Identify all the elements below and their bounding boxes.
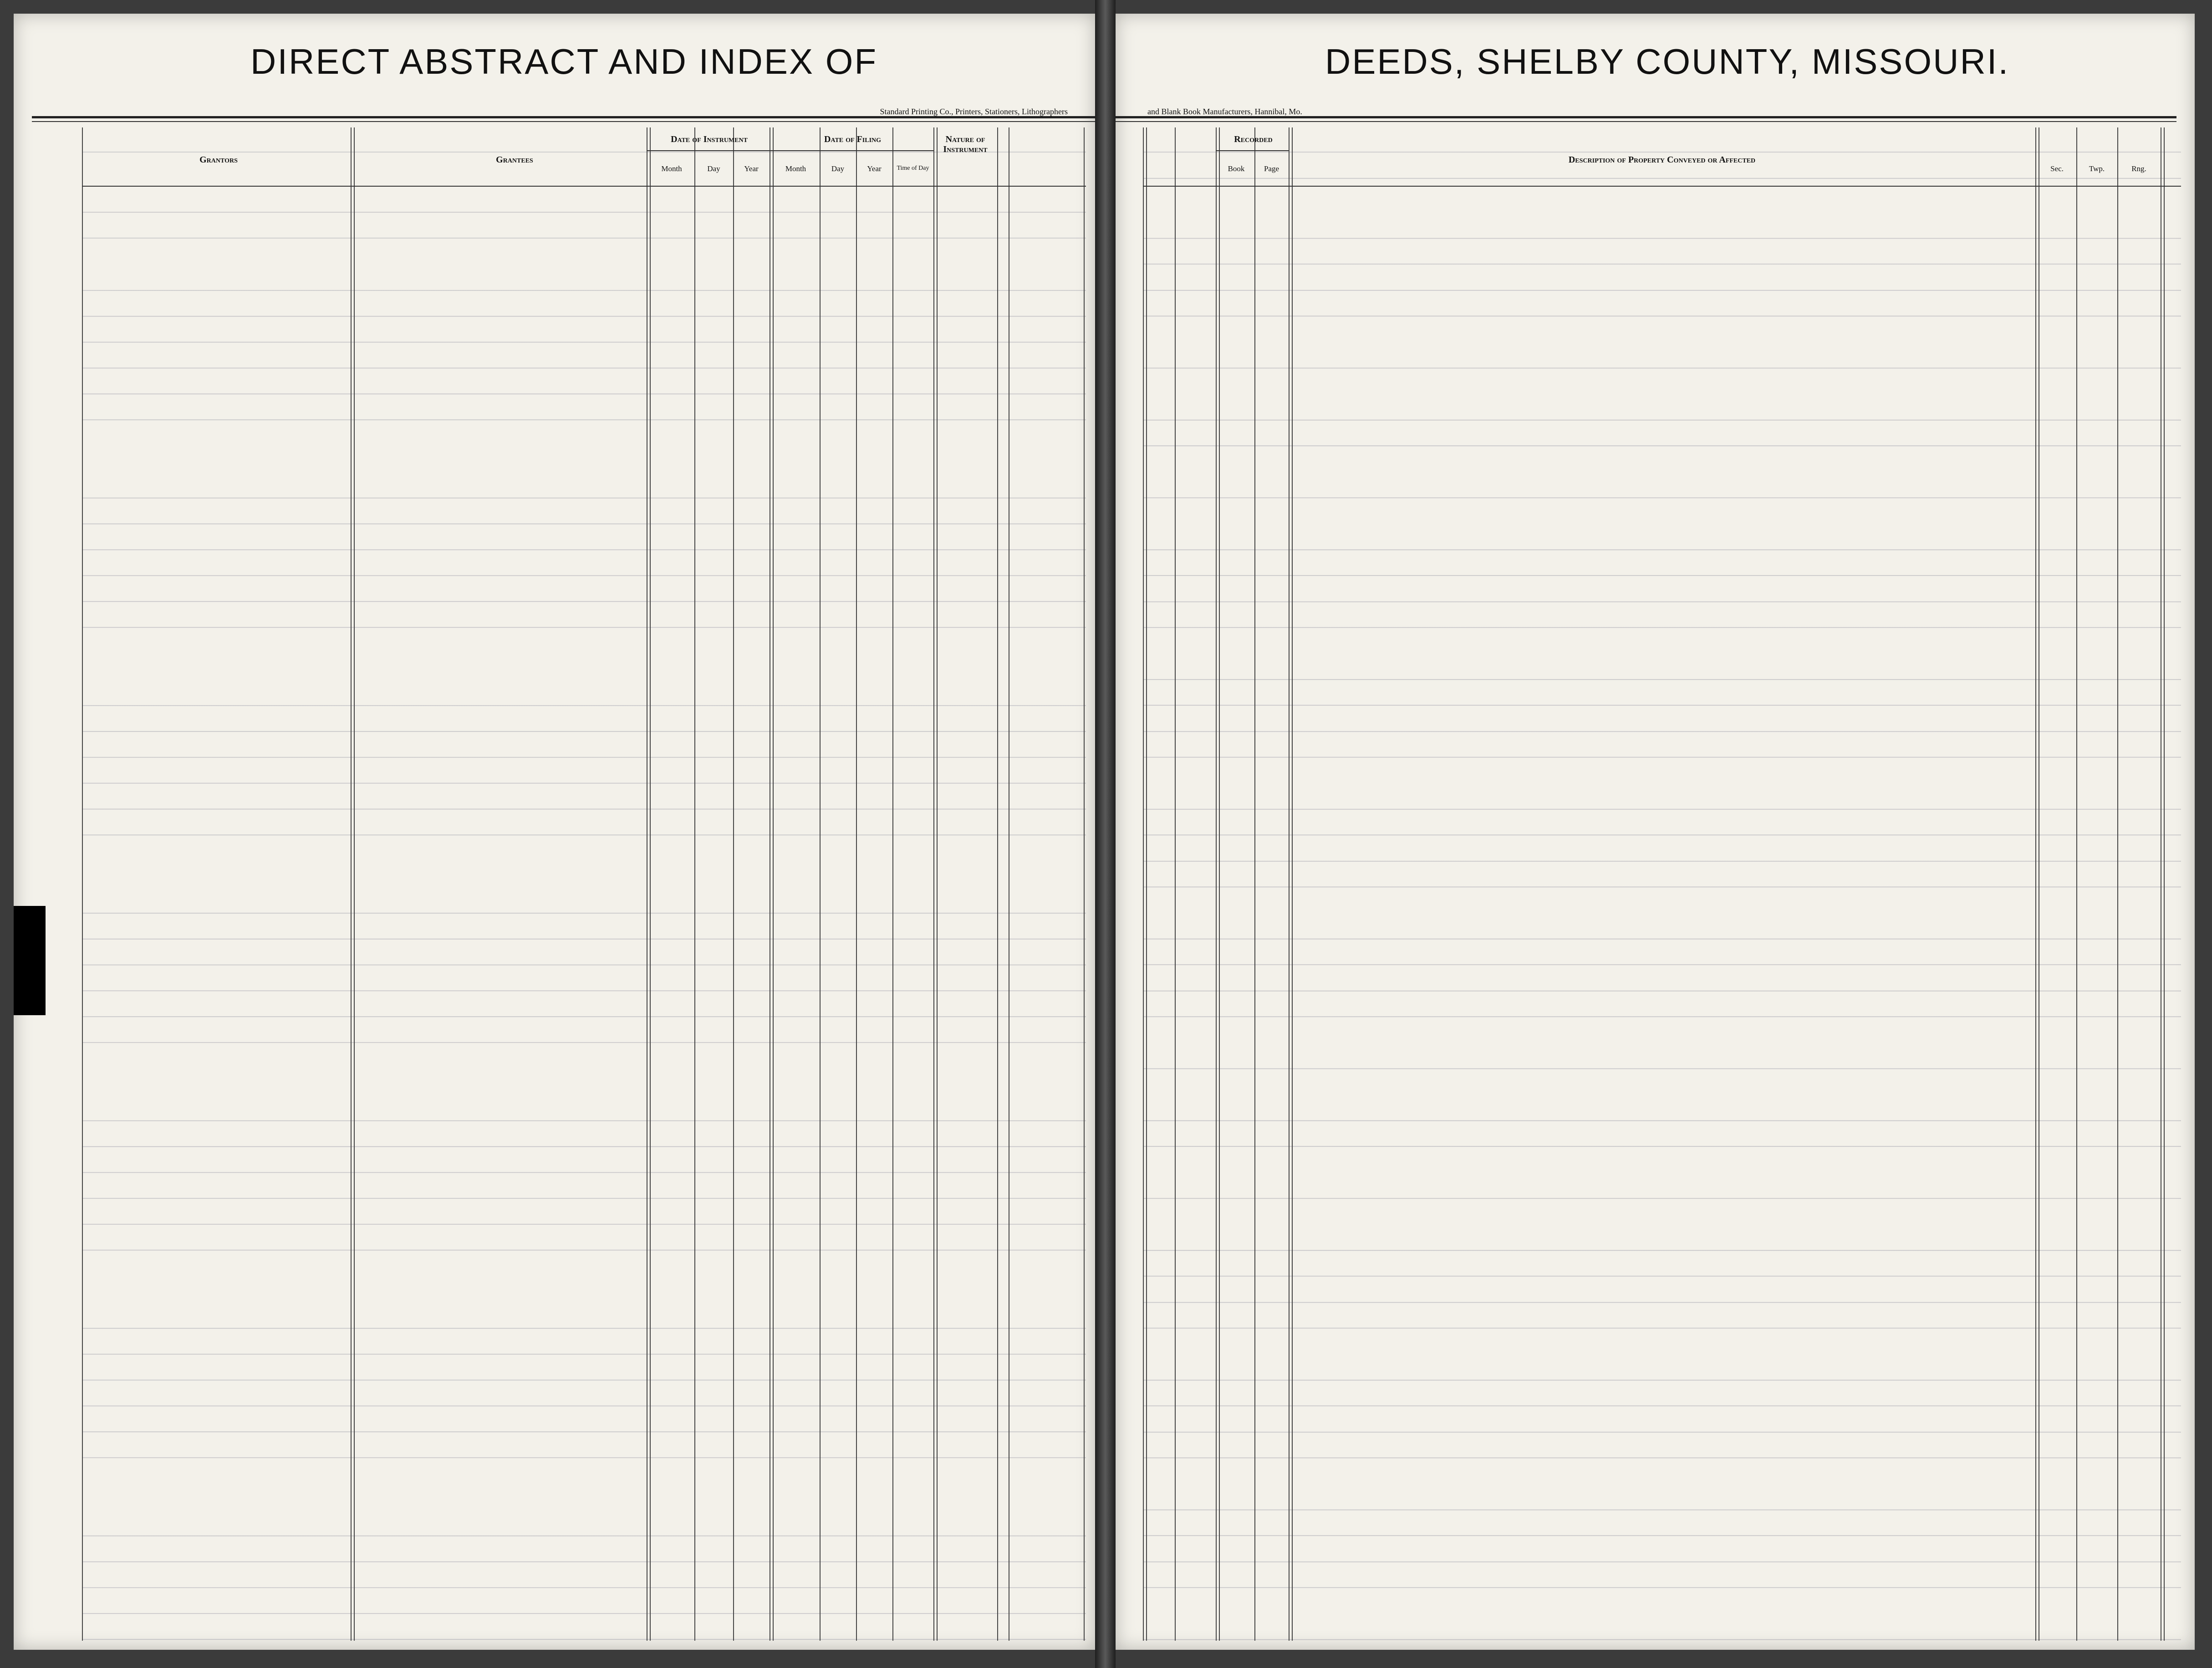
left-ledger-grid <box>82 127 1086 1641</box>
header-page: Page <box>1264 164 1279 173</box>
header-rule-thin <box>32 121 1095 122</box>
binding-mark <box>14 906 46 1015</box>
ledger-row <box>1143 190 2181 216</box>
header-filing-year: Year <box>867 164 882 173</box>
left-page-title: DIRECT ABSTRACT AND INDEX OF <box>250 41 878 81</box>
right-page-title: DEEDS, SHELBY COUNTY, MISSOURI. <box>1325 41 2010 81</box>
header-range: Rng. <box>2131 164 2146 173</box>
right-page <box>1116 14 2195 1650</box>
header-nature: Nature of Instrument <box>943 134 988 154</box>
header-filing-month: Month <box>785 164 806 173</box>
header-rule <box>32 116 1095 118</box>
header-grantors: Grantors <box>199 155 238 165</box>
header-grantees: Grantees <box>496 155 533 165</box>
header-filing-day: Day <box>831 164 845 173</box>
printer-imprint-continued: and Blank Book Manufacturers, Hannibal, Mo. <box>1147 107 1302 116</box>
header-instrument-day: Day <box>707 164 720 173</box>
header-instrument-year: Year <box>744 164 759 173</box>
header-instrument-month: Month <box>661 164 682 173</box>
printer-imprint: Standard Printing Co., Printers, Stationers, Lithographers <box>880 107 1068 116</box>
header-date-of-instrument: Date of Instrument <box>671 134 748 144</box>
header-rule-thin <box>1116 121 2176 122</box>
header-township: Twp. <box>2089 164 2105 173</box>
header-rule <box>1116 116 2176 118</box>
header-book: Book <box>1228 164 1245 173</box>
header-time-of-day: Time of Day <box>897 165 929 172</box>
header-date-of-filing: Date of Filing <box>824 134 882 144</box>
book-spine <box>1095 0 1116 1668</box>
ledger-row <box>82 190 1086 216</box>
header-description: Description of Property Conveyed or Affected <box>1568 155 1756 165</box>
right-ledger-grid <box>1143 127 2181 1641</box>
header-section: Sec. <box>2050 164 2064 173</box>
header-recorded: Recorded <box>1234 134 1273 144</box>
left-page <box>14 14 1095 1650</box>
